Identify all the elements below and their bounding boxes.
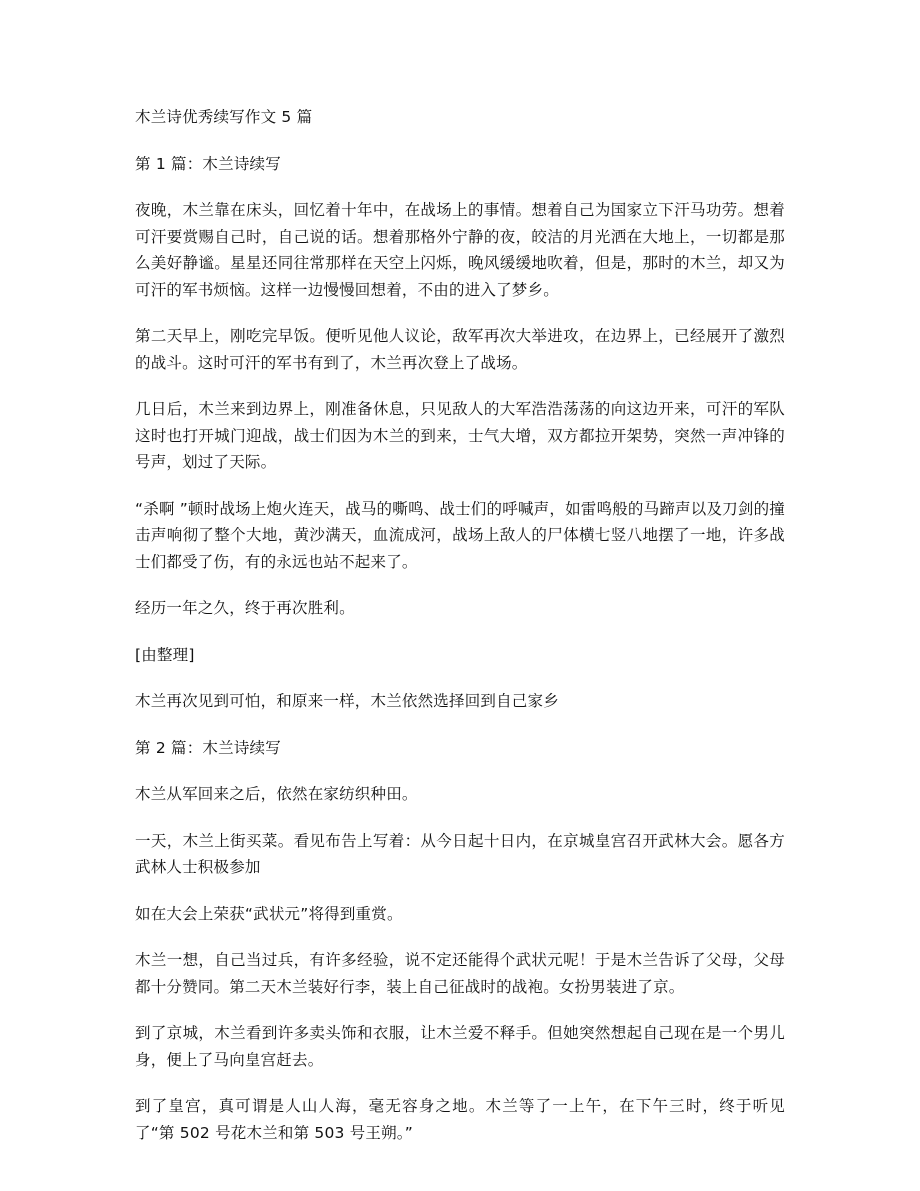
paragraph: 木兰一想，自己当过兵，有许多经验，说不定还能得个武状元呢！于是木兰告诉了父母，父母都十分赞同。第二天木兰装好行李，装上自己征战时的战袍。女扮男装进了京。 <box>135 951 785 996</box>
paragraph: 到了京城，木兰看到许多卖头饰和衣服，让木兰爱不释手。但她突然想起自己现在是一个男儿身，便上了马向皇宫赶去。 <box>135 1024 785 1069</box>
paragraph: 第二天早上，刚吃完早饭。便听见他人议论，敌军再次大举进攻，在边界上，已经展开了激烈的战斗。这时可汗的军书有到了，木兰再次登上了战场。 <box>135 327 785 372</box>
paragraph: 几日后，木兰来到边界上，刚准备休息，只见敌人的大军浩浩荡荡的向这边开来，可汗的军队这时也打开城门迎战，战士们因为木兰的到来，士气大增，双方都拉开架势，突然一声冲锋的号声，划过了天际。 <box>135 400 785 471</box>
paragraph: 经历一年之久，终于再次胜利。 <box>135 599 355 617</box>
paragraph: [由整理] <box>135 645 195 664</box>
paragraph: 到了皇宫，真可谓是人山人海，毫无容身之地。木兰等了一上午，在下午三时，终于听见了“第 502 号花木兰和第 503 号王朔。” <box>135 1097 785 1142</box>
paragraph: “杀啊 ”顿时战场上炮火连天，战马的嘶鸣、战士们的呼喊声，如雷鸣般的马蹄声以及刀剑的撞击声响彻了整个大地，黄沙满天，血流成河，战场上敌人的尸体横七竖八地摆了一地，许多战士们都受了伤，有的永远也站不起来了。 <box>135 499 785 571</box>
section-heading-1: 第 1 篇：木兰诗续写 <box>135 154 281 173</box>
document-title: 木兰诗优秀续写作文 5 篇 <box>135 108 313 126</box>
paragraph: 木兰再次见到可怕，和原来一样，木兰依然选择回到自己家乡 <box>135 692 559 710</box>
paragraph: 木兰从军回来之后，依然在家纺织种田。 <box>135 785 418 803</box>
section-heading-2: 第 2 篇：木兰诗续写 <box>135 738 281 757</box>
paragraph: 如在大会上荣获“武状元”将得到重赏。 <box>135 904 403 923</box>
document-page <box>135 104 785 1166</box>
paragraph: 夜晚，木兰靠在床头，回忆着十年中，在战场上的事情。想着自己为国家立下汗马功劳。想着可汗要赏赐自己时，自己说的话。想着那格外宁静的夜，皎洁的月光洒在大地上，一切都是那么美好静谧。星星还同往常那样在天空上闪烁，晚风缓缓地吹着，但是，那时的木兰，却又为可汗的军书烦恼。这样一边慢慢回想着，不由的进入了梦乡。 <box>135 201 785 299</box>
paragraph: 一天，木兰上街买菜。看见布告上写着：从今日起十日内，在京城皇宫召开武林大会。愿各方武林人士积极参加 <box>135 831 785 876</box>
